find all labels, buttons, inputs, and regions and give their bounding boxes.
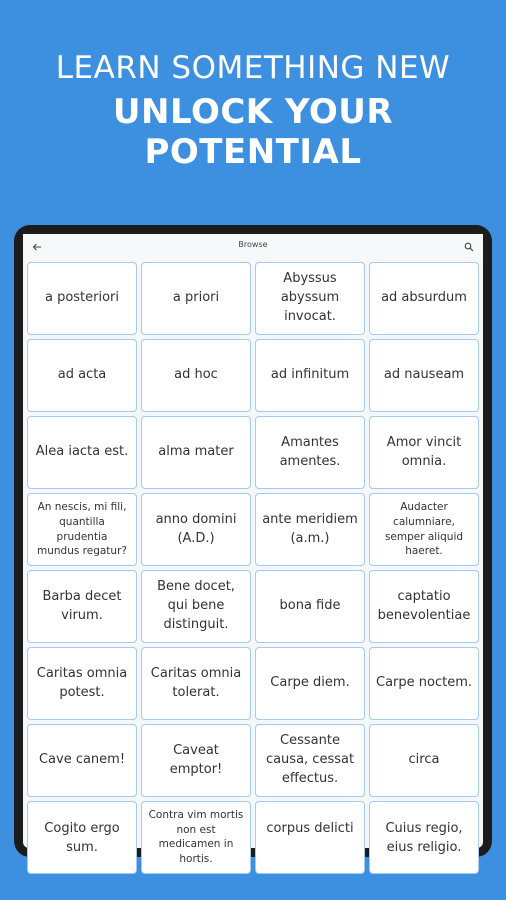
phrase-card[interactable]: Cuius regio, eius religio. (369, 801, 479, 874)
phrase-card[interactable]: Audacter calumniare, semper aliquid haeret. (369, 493, 479, 566)
headline-line-1: LEARN SOMETHING NEW (55, 50, 451, 86)
phrase-card[interactable]: ad acta (27, 339, 137, 412)
phrase-card[interactable]: captatio benevolentiae (369, 570, 479, 643)
phrase-card[interactable]: a posteriori (27, 262, 137, 335)
phrase-card[interactable]: Alea iacta est. (27, 416, 137, 489)
phrase-card[interactable]: Cessante causa, cessat effectus. (255, 724, 365, 797)
phrase-grid (27, 262, 479, 874)
search-icon (464, 242, 474, 252)
phrase-card[interactable]: ad nauseam (369, 339, 479, 412)
phrase-card[interactable]: ad hoc (141, 339, 251, 412)
phrase-card[interactable]: Amantes amentes. (255, 416, 365, 489)
app-screen (23, 234, 483, 866)
phrase-card[interactable]: Bene docet, qui bene distinguit. (141, 570, 251, 643)
phrase-card[interactable]: Carpe noctem. (369, 647, 479, 720)
phrase-card[interactable]: Abyssus abyssum invocat. (255, 262, 365, 335)
phrase-card[interactable]: Caritas omnia potest. (27, 647, 137, 720)
phrase-card[interactable]: Amor vincit omnia. (369, 416, 479, 489)
phrase-card[interactable]: An nescis, mi fili, quantilla prudentia mundus regatur? (27, 493, 137, 566)
phrase-card[interactable]: bona fide (255, 570, 365, 643)
phrase-card[interactable]: Barba decet virum. (27, 570, 137, 643)
phrase-card[interactable]: Caveat emptor! (141, 724, 251, 797)
phrase-card[interactable]: Contra vim mortis non est medicamen in hortis. (141, 801, 251, 874)
phrase-card[interactable]: ad infinitum (255, 339, 365, 412)
promo-headline (0, 50, 506, 172)
phrase-card[interactable]: ante meridiem (a.m.) (255, 493, 365, 566)
phrase-card[interactable]: anno domini (A.D.) (141, 493, 251, 566)
phrase-card[interactable]: Cogito ergo sum. (27, 801, 137, 874)
phrase-card[interactable]: alma mater (141, 416, 251, 489)
search-button[interactable] (461, 239, 477, 255)
app-toolbar (23, 234, 483, 260)
phrase-card[interactable]: Cave canem! (27, 724, 137, 797)
phrase-card[interactable]: circa (369, 724, 479, 797)
phrase-card[interactable]: corpus delicti (255, 801, 365, 874)
phrase-card[interactable]: a priori (141, 262, 251, 335)
phrase-card[interactable]: Carpe diem. (255, 647, 365, 720)
headline-line-2: UNLOCK YOUR POTENTIAL (112, 92, 394, 172)
phrase-card[interactable]: Caritas omnia tolerat. (141, 647, 251, 720)
phrase-card[interactable]: ad absurdum (369, 262, 479, 335)
tablet-frame (14, 225, 492, 866)
toolbar-title: Browse (238, 240, 268, 249)
